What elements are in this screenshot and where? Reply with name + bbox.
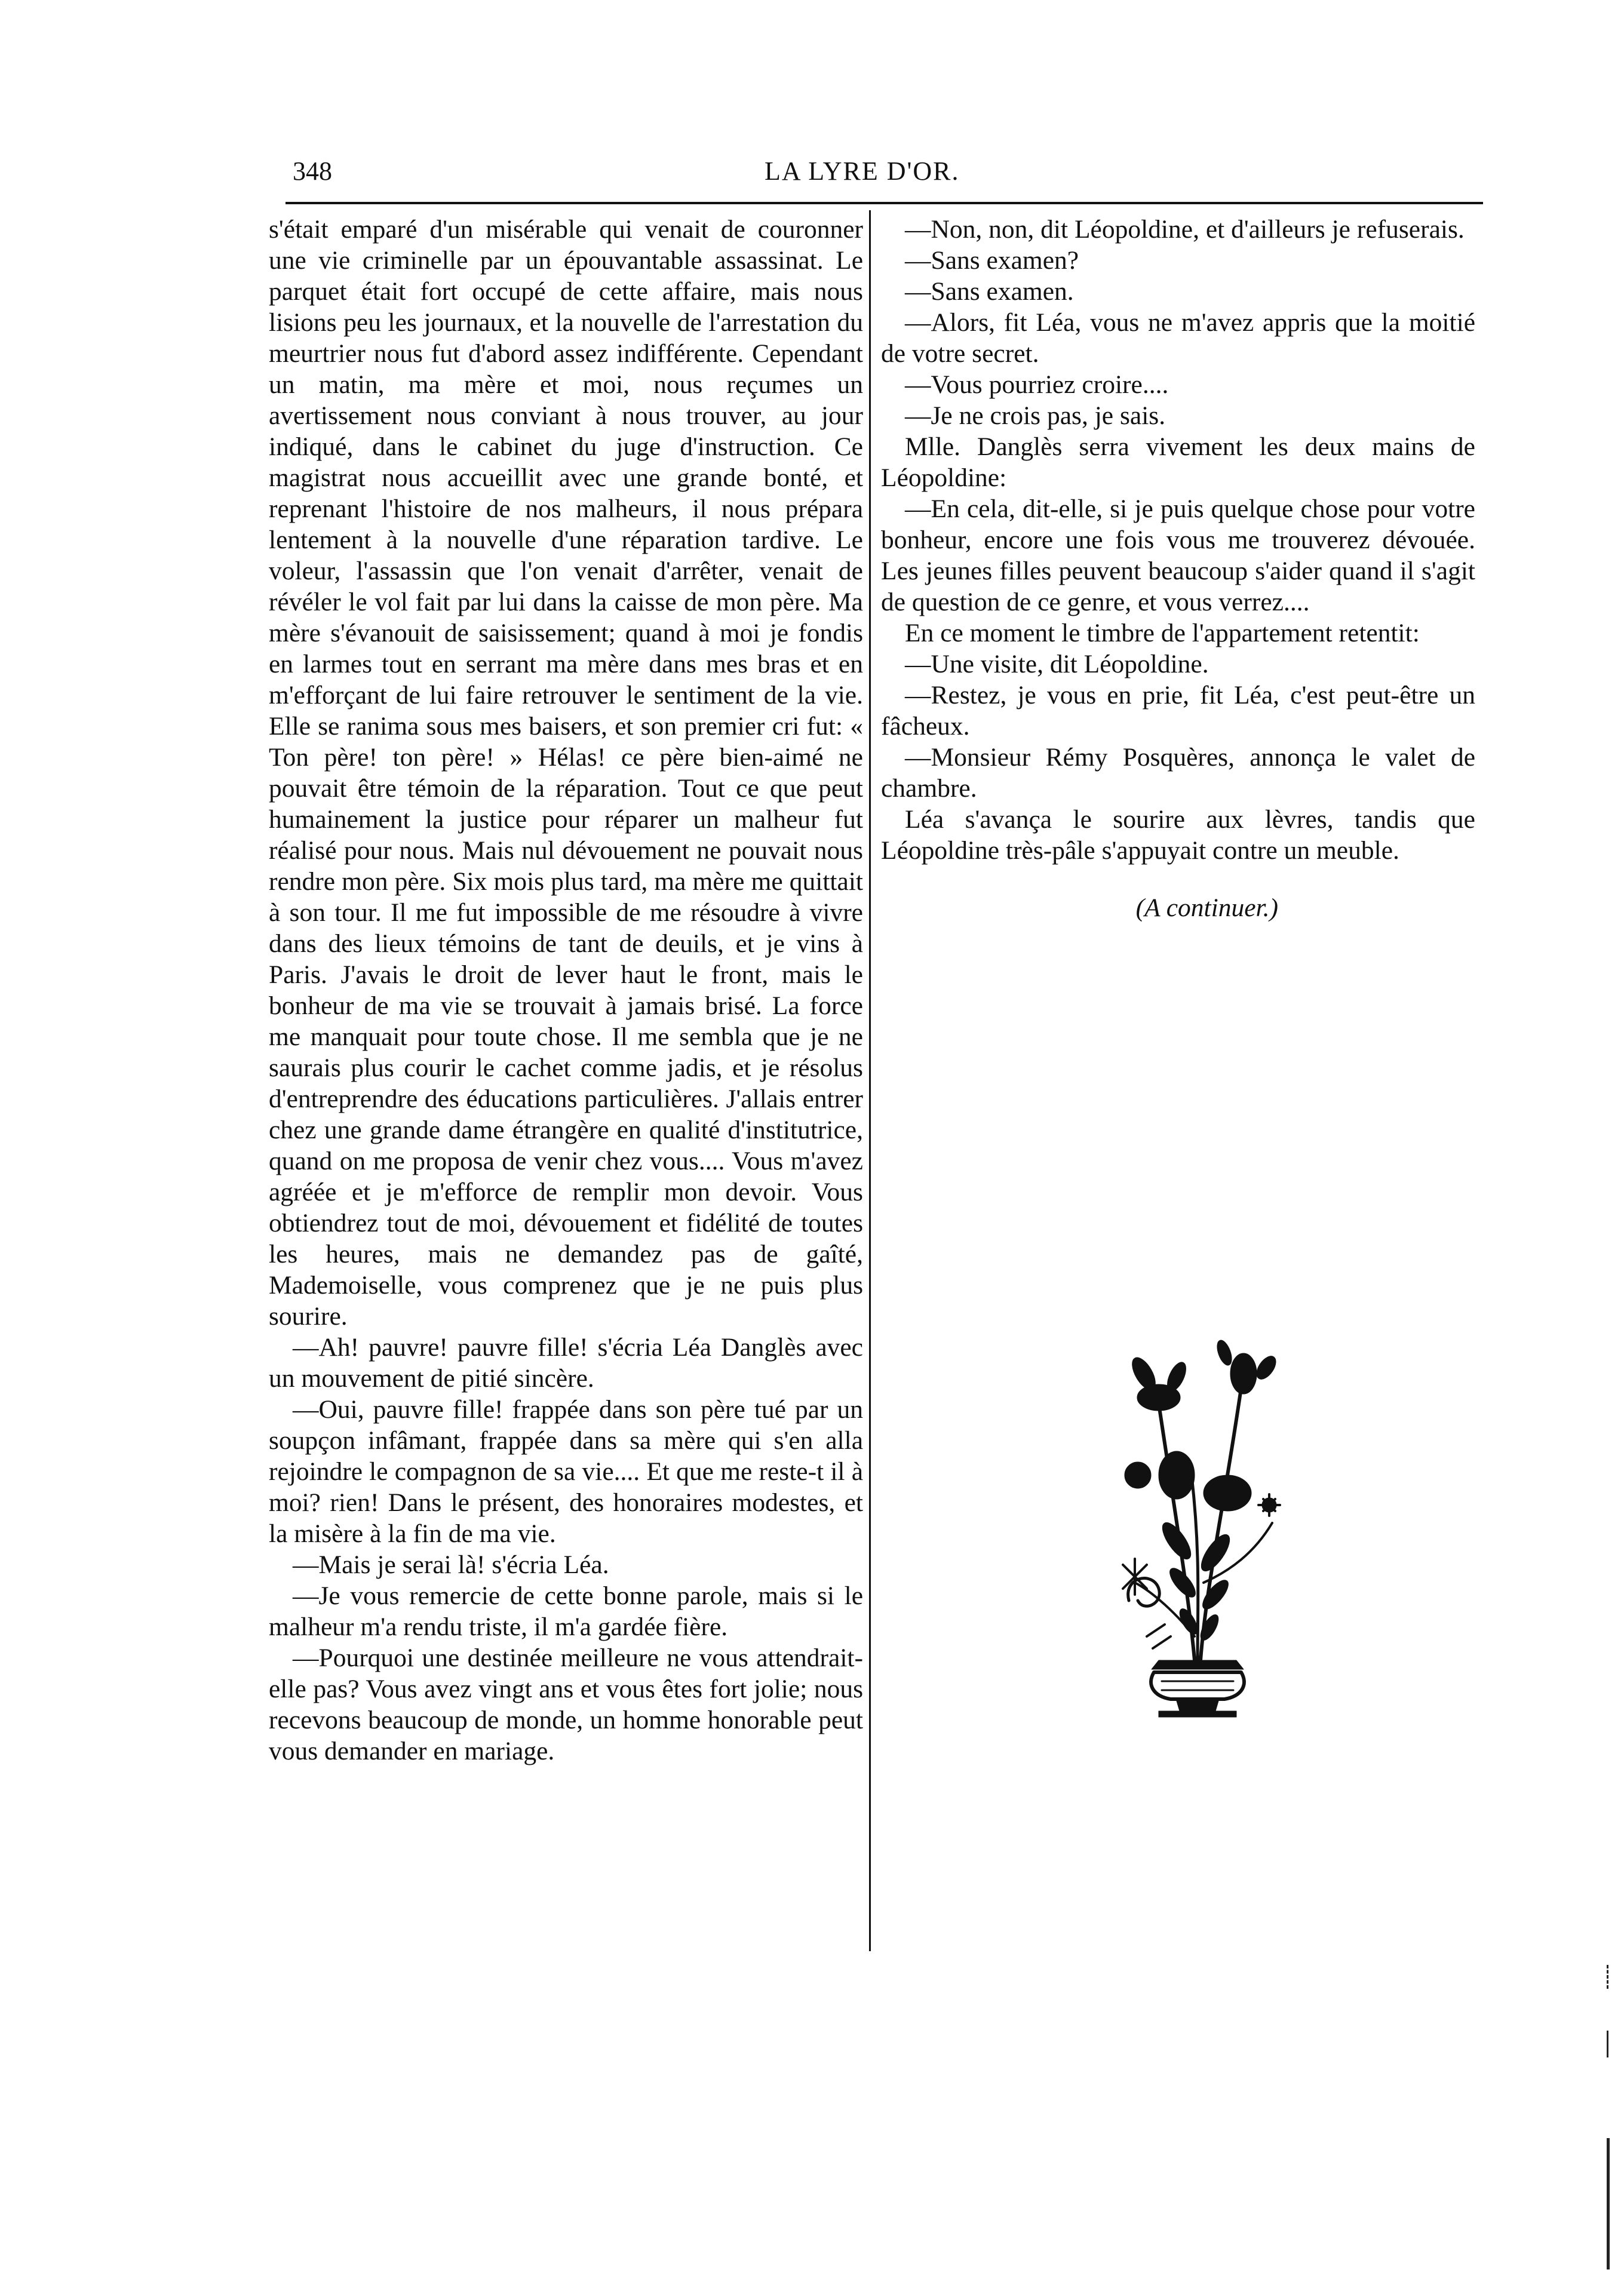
running-head: LA LYRE D'OR. [765,156,960,186]
right-paragraph: Léa s'avança le sourire aux lèvres, tandis que Léopoldine très-pâle s'appuyait contre un meuble. [881,805,1475,865]
right-paragraph: —Je ne crois pas, je sais. [905,401,1166,430]
right-paragraph: —Monsieur Rémy Posquères, annonça le valet de chambre. [881,743,1475,803]
left-paragraph: —Oui, pauvre fille! frappée dans son père tué par un soupçon infâmant, frappée dans sa mère qui s'en alla rejoindre le compagnon de sa vie.... Et que me reste-t il à moi? rien! Dans le présent, des honoraires modestes, et la misère à la fin de ma vie. [269,1395,863,1548]
right-paragraph: —Non, non, dit Léopoldine, et d'ailleurs je refuserais. [905,215,1465,244]
flower-vase-vignette-icon [1087,1326,1302,1720]
right-paragraph: —Restez, je vous en prie, fit Léa, c'est peut-être un fâcheux. [881,681,1475,741]
left-paragraph: —Pourquoi une destinée meilleure ne vous attendrait-elle pas? Vous avez vingt ans et vous êtes fort jolie; nous recevons beaucoup de monde, un homme honorable peut vous demander en mariage. [269,1644,863,1765]
left-paragraph: —Ah! pauvre! pauvre fille! s'écria Léa Danglès avec un mouvement de pitié sincère. [269,1333,863,1393]
right-paragraph: —Vous pourriez croire.... [905,370,1169,399]
column-divider [869,210,871,1951]
right-column [881,214,1475,923]
header-rule [285,202,1483,204]
right-paragraph: —Sans examen? [905,246,1079,275]
edge-mark [1607,2031,1608,2057]
right-paragraph: Mlle. Danglès serra vivement les deux mains de Léopoldine: [881,432,1475,492]
edge-mark [1607,1965,1608,1989]
right-paragraph: En ce moment le timbre de l'appartement retentit: [905,619,1420,647]
edge-mark [1607,2138,1610,2269]
right-paragraph: —Alors, fit Léa, vous ne m'avez appris que la moitié de votre secret. [881,308,1475,368]
right-paragraph: —Une visite, dit Léopoldine. [905,650,1209,678]
left-paragraph: —Mais je serai là! s'écria Léa. [293,1550,609,1579]
right-paragraph: —En cela, dit-elle, si je puis quelque chose pour votre bonheur, encore une fois vous me trouverez dévouée. Les jeunes filles peuvent beaucoup s'aider quand il s'agit de question de ce genre, et vous verrez.... [881,495,1475,616]
left-paragraph: s'était emparé d'un misérable qui venait de couronner une vie criminelle par un épouvantable assassinat. Le parquet était fort occupé de cette affaire, mais nous lisions peu les journaux, et la nouvelle de l'arrestation du meurtrier nous fut d'abord assez indifférente. Cependant un matin, ma mère et moi, nous reçumes un avertissement nous conviant à nous trouver, au jour indiqué, dans le cabinet du juge d'instruction. Ce magistrat nous accueillit avec une grande bonté, et reprenant l'histoire de nos malheurs, il nous prépara lentement à la nouvelle d'une réparation tardive. Le voleur, l'assassin que l'on venait d'arrêter, venait de révéler le vol fait par lui dans la caisse de mon père. Ma mère s'évanouit de saisissement; quand à moi je fondis en larmes tout en serrant ma mère dans mes bras et en m'efforçant de lui faire retrouver le sentiment de la vie. Elle se ranima sous mes baisers, et son premier cri fut: « Ton père! ton père! » Hélas! ce père bien-aimé ne pouvait être témoin de la réparation. Tout ce que peut humainement la justice pour réparer un malheur fut réalisé pour nous. Mais nul dévouement ne pouvait nous rendre mon père. Six mois plus tard, ma mère me quittait à son tour. Il me fut impossible de me résoudre à vivre dans des lieux témoins de tant de deuils, et je vins à Paris. J'avais le droit de lever haut le front, mais le bonheur de ma vie se trouvait à jamais brisé. La force me manquait pour toute chose. Il me sembla que je ne saurais plus courir le cachet comme jadis, et je résolus d'entreprendre des éducations particulières. J'allais entrer chez une grande dame étrangère en qualité d'institutrice, quand on me proposa de venir chez vous.... Vous m'avez agréée et je m'efforce de remplir mon devoir. Vous obtiendrez tout de moi, dévouement et fidélité de toutes les heures, mais ne demandez pas de gaîté, Mademoiselle, vous comprenez que je ne puis plus sourire. [269,215,863,1331]
to-be-continued: (A continuer.) [1135,893,1278,922]
left-paragraph: —Je vous remercie de cette bonne parole, mais si le malheur m'a rendu triste, il m'a gardée fière. [269,1581,863,1641]
right-paragraph: —Sans examen. [905,277,1074,306]
page-number: 348 [293,156,332,186]
left-column [269,214,863,1767]
